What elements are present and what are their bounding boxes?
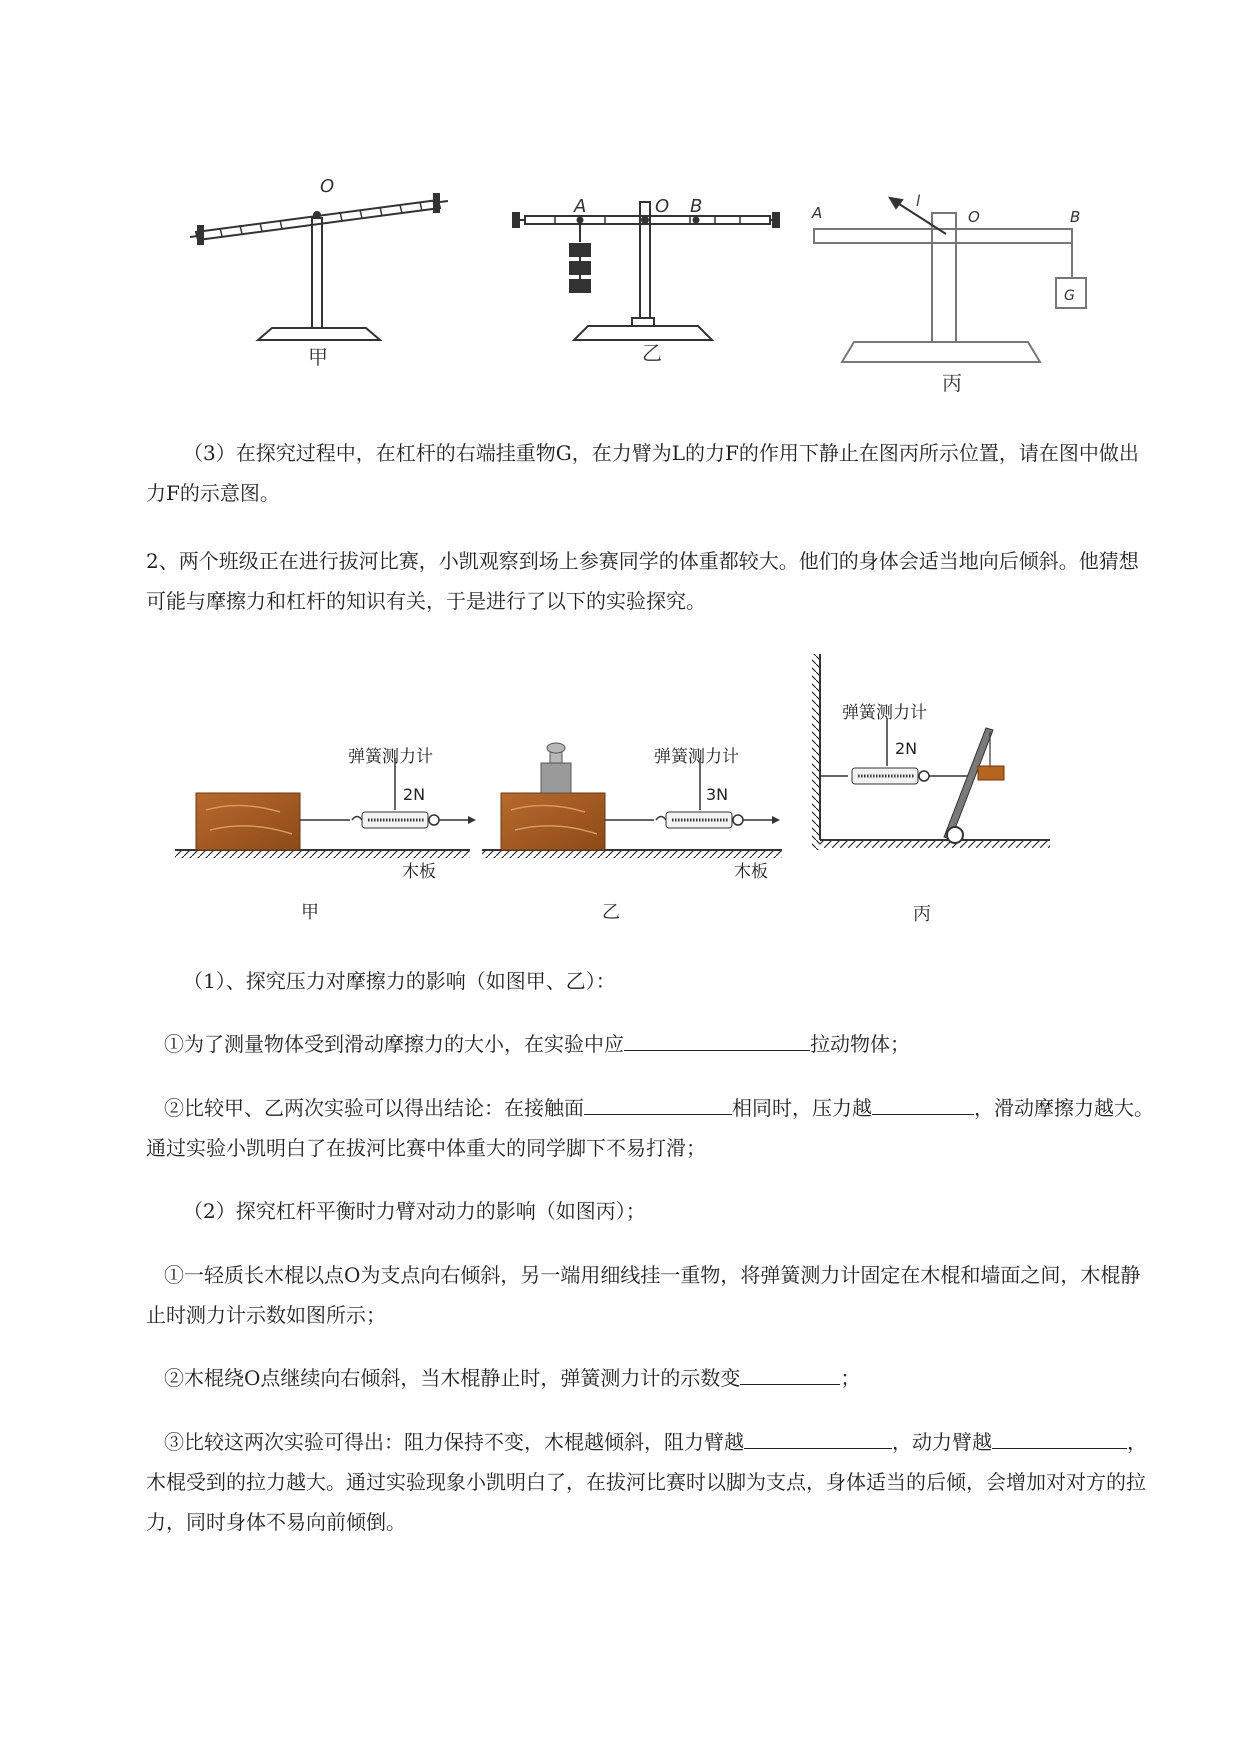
sub-2c-post: ，木棍受到的拉力越大。通过实验现象小凯明白了，在拔河比赛时以脚为支点，身体适当的后倾，会增加对对方的拉力，同时身体不易向前倾倒。: [146, 1430, 1147, 1534]
sub-1b-pre: ②比较甲、乙两次实验可以得出结论：在接触面: [164, 1096, 584, 1120]
reading-c: 2N: [895, 739, 918, 758]
setup-c: [812, 654, 1050, 850]
lever-figure: [0, 0, 1241, 400]
meter-label-c: 弹簧测力计: [842, 703, 927, 723]
meter-label-a: 弹簧测力计: [348, 747, 433, 767]
answer-blank-2[interactable]: [584, 1092, 732, 1115]
sub-1b-mid: 相同时，压力越: [732, 1096, 872, 1120]
fig2-label-c: 丙: [913, 904, 931, 925]
setup-a: [175, 758, 476, 858]
sub-1-heading: （1）、探究压力对摩擦力的影响（如图甲、乙）：: [183, 969, 616, 993]
weight-label: G: [1064, 288, 1075, 304]
reading-b: 3N: [706, 785, 729, 804]
lever-point-b-c: B: [1070, 208, 1081, 226]
lever-arm-label: l: [916, 192, 921, 210]
sub-1a-post: 拉动物体；: [810, 1032, 910, 1056]
sub-2c: [146, 1422, 1156, 1542]
board-label-a: 木板: [402, 862, 436, 882]
sub-2a: ①一轻质长木棍以点O为支点向右倾斜，另一端用细线挂一重物，将弹簧测力计固定在木棍和墙面之间，木棍静止时测力计示数如图所示；: [146, 1263, 1141, 1327]
meter-label-b: 弹簧测力计: [654, 747, 739, 767]
lever-point-o-c: O: [968, 208, 980, 226]
answer-blank-6[interactable]: [992, 1426, 1127, 1449]
fig1-label-b: 乙: [642, 341, 662, 365]
sub-2c-mid: ，动力臂越: [892, 1430, 992, 1454]
sub-1b: [146, 1088, 1156, 1168]
fig1-label-a: 甲: [308, 345, 328, 369]
fig2-label-a: 甲: [301, 902, 319, 923]
sub-2b-pre: ②木棍绕O点继续向右倾斜，当木棍静止时，弹簧测力计的示数变: [164, 1366, 741, 1390]
friction-figure: [0, 640, 1241, 930]
answer-blank-5[interactable]: [744, 1426, 892, 1449]
sub-2c-pre: ③比较这两次实验可得出：阻力保持不变，木棍越倾斜，阻力臂越: [164, 1430, 744, 1454]
lever-point-o-b: O: [655, 196, 670, 217]
board-label-b: 木板: [734, 862, 768, 882]
lever-point-b: B: [690, 196, 703, 217]
question-2-text: 2、两个班级正在进行拔河比赛，小凯观察到场上参赛同学的体重都较大。他们的身体会适当地向后倾斜。他猜想可能与摩擦力和杠杆的知识有关，于是进行了以下的实验探究。: [146, 549, 1139, 613]
answer-blank-1[interactable]: [624, 1028, 810, 1051]
part-3-text: （3）在探究过程中，在杠杆的右端挂重物G，在力臂为L的力F的作用下静止在图丙所示位置，请在图中做出力F的示意图。: [146, 441, 1139, 505]
reading-a: 2N: [403, 785, 426, 804]
fig2-label-b: 乙: [602, 902, 620, 923]
answer-blank-4[interactable]: [740, 1362, 840, 1385]
lever-point-o-a: O: [320, 176, 335, 197]
answer-blank-3[interactable]: [872, 1092, 974, 1115]
sub-2b: [146, 1358, 1156, 1398]
sub-2-heading: （2）探究杠杆平衡时力臂对动力的影响（如图丙）；: [183, 1199, 646, 1223]
sub-1a: [146, 1024, 1156, 1064]
sub-2b-post: ；: [840, 1366, 861, 1390]
sub-1a-pre: ①为了测量物体受到滑动摩擦力的大小，在实验中应: [164, 1032, 624, 1056]
sub-1b-post: ，滑动摩擦力越大。通过实验小凯明白了在拔河比赛中体重大的同学脚下不易打滑；: [146, 1096, 1154, 1160]
fig1-label-c: 丙: [942, 371, 962, 395]
lever-point-a-c: A: [812, 204, 823, 222]
lever-point-a: A: [574, 196, 587, 217]
